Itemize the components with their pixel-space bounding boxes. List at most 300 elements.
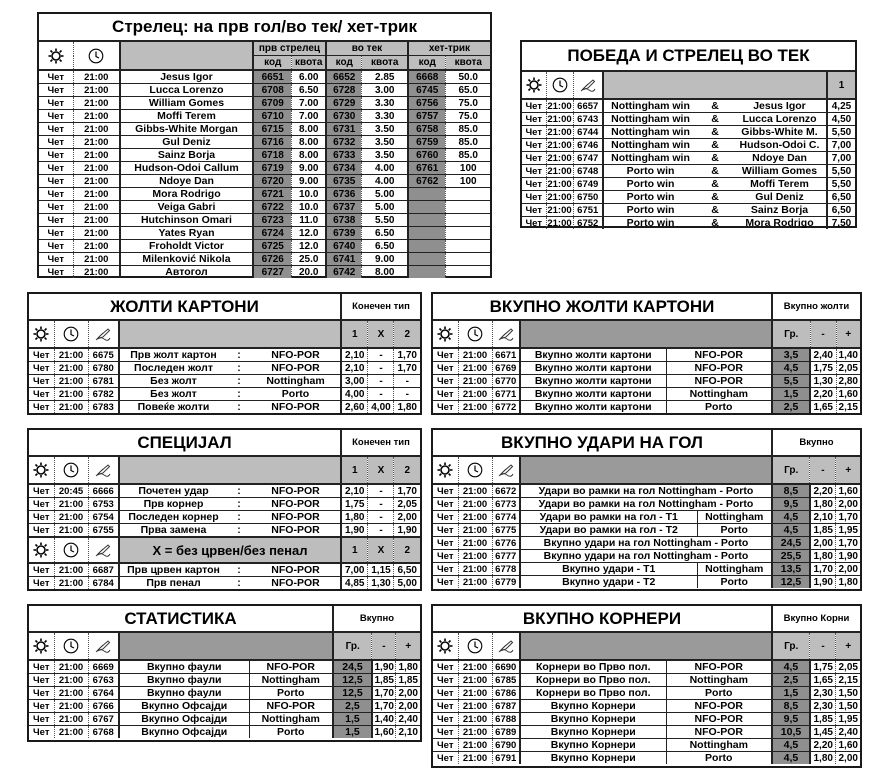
day-cell: Чет xyxy=(522,139,546,152)
table-row[interactable] xyxy=(29,375,420,388)
over-odd[interactable]: 1,70 xyxy=(836,537,860,550)
under-odd[interactable]: 2,20 xyxy=(810,484,836,498)
market-cell: Вкупно удари - Т2 xyxy=(520,576,697,589)
odd-cell[interactable]: 9.00 xyxy=(362,253,408,266)
over-odd[interactable]: 1,80 xyxy=(836,576,860,589)
odd-1[interactable]: 1,80 xyxy=(341,511,368,524)
under-odd[interactable]: 2,40 xyxy=(810,348,836,362)
odd-cell[interactable]: 6.50 xyxy=(362,227,408,240)
over-odd[interactable]: 1,60 xyxy=(836,484,860,498)
code-cell[interactable]: 6708 xyxy=(253,84,292,97)
over-odd[interactable]: 1,95 xyxy=(836,524,860,537)
table-row[interactable] xyxy=(39,123,490,136)
odd-cell[interactable]: 3.50 xyxy=(362,123,408,136)
odd-2[interactable]: 1,90 xyxy=(394,524,420,538)
table-row[interactable] xyxy=(39,253,490,266)
under-odd[interactable]: 1,85 xyxy=(372,674,396,687)
code-cell[interactable]: 6734 xyxy=(326,162,362,175)
code-cell[interactable]: 6739 xyxy=(326,227,362,240)
table-row[interactable] xyxy=(29,660,420,674)
odd-cell[interactable]: 7,50 xyxy=(827,217,855,230)
code-cell: 6755 xyxy=(88,524,119,538)
table-row[interactable] xyxy=(522,113,855,126)
odd-x[interactable]: 4,00 xyxy=(368,401,394,414)
table-row[interactable] xyxy=(522,139,855,152)
odd-cell[interactable]: 3.30 xyxy=(362,97,408,110)
over-odd[interactable]: 2,80 xyxy=(836,375,860,388)
odd-cell[interactable]: 5,50 xyxy=(827,178,855,191)
table-row[interactable] xyxy=(39,110,490,123)
market-cell: Последен корнер xyxy=(119,511,227,524)
odd-cell[interactable]: 3.50 xyxy=(362,149,408,162)
line-cell: 12,5 xyxy=(333,687,372,700)
table-row[interactable] xyxy=(433,550,860,563)
table-row[interactable] xyxy=(29,713,420,726)
odd-cell[interactable]: 5,50 xyxy=(827,165,855,178)
odd-cell[interactable]: 11.0 xyxy=(292,214,326,227)
odd-cell[interactable] xyxy=(446,227,490,240)
code-cell[interactable]: 6723 xyxy=(253,214,292,227)
odd-x[interactable]: - xyxy=(368,484,394,498)
over-odd[interactable]: 2,05 xyxy=(836,362,860,375)
table-row[interactable] xyxy=(433,752,860,765)
table-row[interactable] xyxy=(522,165,855,178)
table-row[interactable] xyxy=(433,362,860,375)
table-row[interactable] xyxy=(433,713,860,726)
under-odd[interactable]: 1,85 xyxy=(810,524,836,537)
code-cell[interactable]: 6652 xyxy=(326,70,362,84)
table-row[interactable] xyxy=(29,388,420,401)
day-cell: Чет xyxy=(433,726,458,739)
code-cell[interactable]: 6720 xyxy=(253,175,292,188)
odd-cell[interactable]: 4,50 xyxy=(827,113,855,126)
table-row[interactable] xyxy=(433,388,860,401)
table-row[interactable] xyxy=(39,70,490,84)
odd-x[interactable]: 1,15 xyxy=(368,563,394,577)
table-row[interactable] xyxy=(39,136,490,149)
scorer-table xyxy=(39,14,490,278)
code-cell[interactable]: 6738 xyxy=(326,214,362,227)
odd-cell[interactable]: 100 xyxy=(446,162,490,175)
over-odd[interactable]: 1,50 xyxy=(836,687,860,700)
under-odd[interactable]: 1,75 xyxy=(810,362,836,375)
odd-cell[interactable]: 85.0 xyxy=(446,149,490,162)
odd-cell[interactable]: 7,00 xyxy=(827,139,855,152)
odd-x[interactable]: 1,30 xyxy=(368,577,394,590)
odd-cell[interactable] xyxy=(446,201,490,214)
table-row[interactable] xyxy=(522,126,855,139)
table-row[interactable] xyxy=(29,674,420,687)
code-cell[interactable]: 6740 xyxy=(326,240,362,253)
player-cell: Gul Deniz xyxy=(733,191,827,204)
over-odd[interactable]: 1,50 xyxy=(836,700,860,713)
over-odd[interactable]: 2,15 xyxy=(836,674,860,687)
odd-cell[interactable]: 5.00 xyxy=(362,201,408,214)
odd-cell[interactable]: 7,00 xyxy=(827,152,855,165)
odd-cell[interactable] xyxy=(446,214,490,227)
table-row[interactable] xyxy=(29,700,420,713)
time-cell: 21:00 xyxy=(73,240,120,253)
odd-cell[interactable]: 75.0 xyxy=(446,110,490,123)
table-row[interactable] xyxy=(522,204,855,217)
line-cell: 4,5 xyxy=(772,752,810,765)
code-cell[interactable]: 6756 xyxy=(408,97,446,110)
odds-col-header: 1 xyxy=(341,320,368,348)
table-row[interactable] xyxy=(433,537,860,550)
over-odd[interactable]: 1,90 xyxy=(836,550,860,563)
code-cell[interactable]: 6722 xyxy=(253,201,292,214)
code-cell[interactable] xyxy=(408,253,446,266)
over-odd[interactable]: 1,60 xyxy=(836,739,860,752)
odd-cell[interactable]: 100 xyxy=(446,175,490,188)
odd-1[interactable]: 7,00 xyxy=(341,563,368,577)
code-cell[interactable]: 6737 xyxy=(326,201,362,214)
odds-col-header: - xyxy=(810,320,836,348)
code-cell[interactable] xyxy=(408,266,446,279)
odd-1[interactable]: 2,10 xyxy=(341,484,368,498)
code-cell[interactable]: 6762 xyxy=(408,175,446,188)
code-cell: 6791 xyxy=(492,752,520,765)
over-odd[interactable]: 1,95 xyxy=(836,713,860,726)
under-odd[interactable]: 1,30 xyxy=(810,375,836,388)
odd-2[interactable]: - xyxy=(394,388,420,401)
table-row[interactable] xyxy=(433,524,860,537)
odd-1[interactable]: 1,90 xyxy=(341,524,368,538)
odd-cell[interactable] xyxy=(446,266,490,279)
table-row[interactable] xyxy=(29,498,420,511)
odd-2[interactable]: 1,70 xyxy=(394,484,420,498)
over-odd[interactable]: 2,00 xyxy=(836,752,860,765)
code-cell[interactable]: 6742 xyxy=(326,266,362,279)
table-row[interactable] xyxy=(522,178,855,191)
code-cell[interactable]: 6727 xyxy=(253,266,292,279)
odd-cell[interactable]: 8.00 xyxy=(292,136,326,149)
table-row[interactable] xyxy=(29,362,420,375)
pen-icon xyxy=(492,320,520,348)
table-row[interactable] xyxy=(39,240,490,253)
odd-cell[interactable]: 20.0 xyxy=(292,266,326,279)
day-cell: Чет xyxy=(433,362,458,375)
code-cell: 6743 xyxy=(573,113,603,126)
code-cell[interactable]: 6760 xyxy=(408,149,446,162)
over-odd[interactable]: 2,40 xyxy=(396,713,420,726)
odd-cell[interactable]: 12.0 xyxy=(292,227,326,240)
code-cell[interactable]: 6668 xyxy=(408,70,446,84)
code-cell[interactable] xyxy=(408,201,446,214)
code-cell: 6763 xyxy=(88,674,119,687)
under-odd[interactable]: 1,80 xyxy=(810,498,836,511)
table-row[interactable] xyxy=(29,563,420,577)
odd-2[interactable]: 2,05 xyxy=(394,498,420,511)
under-odd[interactable]: 1,80 xyxy=(810,752,836,765)
odd-1[interactable]: 1,75 xyxy=(341,498,368,511)
odd-cell[interactable]: 10.0 xyxy=(292,201,326,214)
odd-x[interactable]: - xyxy=(368,388,394,401)
table-row[interactable] xyxy=(433,511,860,524)
under-odd[interactable]: 1,75 xyxy=(810,660,836,674)
under-odd[interactable]: 2,10 xyxy=(810,511,836,524)
table-row[interactable] xyxy=(29,401,420,414)
odd-1[interactable]: 2,10 xyxy=(341,362,368,375)
table-row[interactable] xyxy=(29,348,420,362)
odd-cell[interactable]: 6,50 xyxy=(827,204,855,217)
time-cell: 21:00 xyxy=(54,713,88,726)
odd-cell[interactable]: 4.00 xyxy=(362,162,408,175)
odd-cell[interactable]: 85.0 xyxy=(446,136,490,149)
under-odd[interactable]: 1,90 xyxy=(372,660,396,674)
under-odd[interactable]: 2,30 xyxy=(810,687,836,700)
over-odd[interactable]: 2,00 xyxy=(396,687,420,700)
code-cell[interactable]: 6726 xyxy=(253,253,292,266)
table-row[interactable] xyxy=(433,660,860,674)
table-row[interactable] xyxy=(39,149,490,162)
under-odd[interactable]: 1,70 xyxy=(810,563,836,576)
odd-1[interactable]: 4,00 xyxy=(341,388,368,401)
code-cell[interactable]: 6741 xyxy=(326,253,362,266)
day-cell: Чет xyxy=(433,687,458,700)
day-cell: Чет xyxy=(39,240,73,253)
scorer-panel xyxy=(37,12,492,278)
odd-cell[interactable]: 6.00 xyxy=(292,70,326,84)
table-row[interactable] xyxy=(433,576,860,589)
odd-2[interactable]: 5,00 xyxy=(394,577,420,590)
table-row[interactable] xyxy=(29,687,420,700)
over-odd[interactable]: 2,00 xyxy=(836,498,860,511)
table-row[interactable] xyxy=(39,214,490,227)
over-odd[interactable]: 2,15 xyxy=(836,401,860,414)
code-cell[interactable]: 6729 xyxy=(326,97,362,110)
market-cell: Вкупно Корнери xyxy=(520,752,666,765)
odd-cell[interactable]: 25.0 xyxy=(292,253,326,266)
odd-cell[interactable] xyxy=(446,253,490,266)
team-cell: NFO-POR xyxy=(251,524,341,538)
table-row[interactable] xyxy=(433,401,860,414)
table-row[interactable] xyxy=(433,739,860,752)
table-row[interactable] xyxy=(39,175,490,188)
odd-cell[interactable]: 12.0 xyxy=(292,240,326,253)
odd-cell[interactable]: 8.00 xyxy=(362,266,408,279)
under-odd[interactable]: 2,30 xyxy=(810,700,836,713)
table-row[interactable] xyxy=(522,99,855,113)
over-odd[interactable]: 1,70 xyxy=(836,511,860,524)
odd-x[interactable]: - xyxy=(368,375,394,388)
under-odd[interactable]: 1,40 xyxy=(372,713,396,726)
odd-cell[interactable]: 7.00 xyxy=(292,97,326,110)
table-row[interactable] xyxy=(433,700,860,713)
table-row[interactable] xyxy=(29,511,420,524)
code-cell[interactable]: 6758 xyxy=(408,123,446,136)
odd-cell[interactable]: 85.0 xyxy=(446,123,490,136)
code-cell[interactable]: 6735 xyxy=(326,175,362,188)
odd-2[interactable]: 1,80 xyxy=(394,401,420,414)
code-cell[interactable]: 6733 xyxy=(326,149,362,162)
market-header: X = без црвен/без пенал xyxy=(119,537,341,563)
over-odd[interactable]: 1,60 xyxy=(836,388,860,401)
code-cell[interactable]: 6759 xyxy=(408,136,446,149)
under-odd[interactable]: 2,20 xyxy=(810,739,836,752)
player-name: Mora Rodrigo xyxy=(120,188,253,201)
code-cell[interactable]: 6651 xyxy=(253,70,292,84)
odd-cell[interactable]: 7.00 xyxy=(292,110,326,123)
odd-cell[interactable]: 10.0 xyxy=(292,188,326,201)
odd-header: квота xyxy=(446,56,490,71)
market-cell: Прва замена xyxy=(119,524,227,538)
odd-cell[interactable]: 9.00 xyxy=(292,175,326,188)
under-odd[interactable]: 1,65 xyxy=(810,401,836,414)
code-cell[interactable]: 6736 xyxy=(326,188,362,201)
odd-cell[interactable]: 5.00 xyxy=(362,188,408,201)
odd-1[interactable]: 2,60 xyxy=(341,401,368,414)
odd-cell[interactable]: 4,25 xyxy=(827,99,855,113)
odd-x[interactable]: - xyxy=(368,511,394,524)
table-row[interactable] xyxy=(39,97,490,110)
odd-cell[interactable]: 6.50 xyxy=(362,240,408,253)
under-odd[interactable]: 2,00 xyxy=(810,537,836,550)
code-cell[interactable]: 6719 xyxy=(253,162,292,175)
odd-1[interactable]: 2,10 xyxy=(341,348,368,362)
code-cell: 6782 xyxy=(88,388,119,401)
table-row[interactable] xyxy=(29,726,420,739)
separator: : xyxy=(227,577,251,590)
code-cell[interactable]: 6728 xyxy=(326,84,362,97)
code-cell[interactable]: 6731 xyxy=(326,123,362,136)
over-odd[interactable]: 1,80 xyxy=(396,660,420,674)
odd-cell[interactable]: 9.00 xyxy=(292,162,326,175)
odd-x[interactable]: - xyxy=(368,498,394,511)
code-cell[interactable]: 6710 xyxy=(253,110,292,123)
over-odd[interactable]: 2,40 xyxy=(836,726,860,739)
team-cell: NFO-POR xyxy=(666,700,772,713)
code-cell[interactable] xyxy=(408,188,446,201)
code-cell[interactable]: 6732 xyxy=(326,136,362,149)
table-row[interactable] xyxy=(39,84,490,97)
sun-icon xyxy=(39,41,73,70)
odd-2[interactable]: - xyxy=(394,375,420,388)
under-odd[interactable]: 1,90 xyxy=(810,576,836,589)
under-odd[interactable]: 1,65 xyxy=(810,674,836,687)
over-odd[interactable]: 2,00 xyxy=(396,700,420,713)
odd-cell[interactable]: 2.85 xyxy=(362,70,408,84)
code-cell[interactable]: 6709 xyxy=(253,97,292,110)
odd-2[interactable]: 1,70 xyxy=(394,362,420,375)
table-row[interactable] xyxy=(433,484,860,498)
table-row[interactable] xyxy=(433,375,860,388)
odd-2[interactable]: 2,00 xyxy=(394,511,420,524)
code-cell[interactable]: 6757 xyxy=(408,110,446,123)
code-cell[interactable]: 6730 xyxy=(326,110,362,123)
team-cell: NFO-POR xyxy=(249,700,333,713)
table-row[interactable] xyxy=(522,217,855,230)
time-cell: 21:00 xyxy=(547,217,572,229)
table-row[interactable] xyxy=(39,162,490,175)
odd-x[interactable]: - xyxy=(368,524,394,538)
odd-1[interactable]: 3,00 xyxy=(341,375,368,388)
over-odd[interactable]: 2,00 xyxy=(836,563,860,576)
code-cell[interactable] xyxy=(408,227,446,240)
under-odd[interactable]: 1,45 xyxy=(810,726,836,739)
odd-cell[interactable]: 75.0 xyxy=(446,97,490,110)
table-row[interactable] xyxy=(433,687,860,700)
table-row[interactable] xyxy=(39,266,490,279)
pen-icon xyxy=(573,71,603,99)
odd-1[interactable]: 4,85 xyxy=(341,577,368,590)
odd-cell[interactable]: 3.30 xyxy=(362,110,408,123)
table-row[interactable] xyxy=(39,227,490,240)
code-cell[interactable] xyxy=(408,240,446,253)
under-odd[interactable]: 1,60 xyxy=(372,726,396,739)
table-row[interactable] xyxy=(433,348,860,362)
table-row[interactable] xyxy=(433,563,860,576)
code-cell[interactable]: 6718 xyxy=(253,149,292,162)
under-odd[interactable]: 1,85 xyxy=(810,713,836,726)
code-cell[interactable]: 6715 xyxy=(253,123,292,136)
line-cell: 1,5 xyxy=(772,388,810,401)
code-cell[interactable]: 6721 xyxy=(253,188,292,201)
odd-cell[interactable]: 5,50 xyxy=(827,126,855,139)
table-row[interactable] xyxy=(433,498,860,511)
under-odd[interactable]: 1,70 xyxy=(372,687,396,700)
table-row[interactable] xyxy=(29,524,420,538)
team-cell: Porto xyxy=(249,726,333,739)
team-cell: Nottingham win xyxy=(603,152,697,165)
odd-cell[interactable]: 50.0 xyxy=(446,70,490,84)
player-cell: Lucca Lorenzo xyxy=(733,113,827,126)
odd-cell[interactable]: 8.00 xyxy=(292,123,326,136)
table-row[interactable] xyxy=(29,484,420,498)
odd-x[interactable]: - xyxy=(368,348,394,362)
odd-cell[interactable]: 8.00 xyxy=(292,149,326,162)
code-cell[interactable]: 6745 xyxy=(408,84,446,97)
table-row[interactable] xyxy=(522,152,855,165)
table-row[interactable] xyxy=(522,191,855,204)
code-cell[interactable]: 6724 xyxy=(253,227,292,240)
under-odd[interactable]: 2,20 xyxy=(810,388,836,401)
odd-cell[interactable] xyxy=(446,240,490,253)
odd-cell[interactable]: 4.00 xyxy=(362,175,408,188)
odd-cell[interactable]: 3.00 xyxy=(362,84,408,97)
table-row[interactable] xyxy=(433,674,860,687)
odd-cell[interactable]: 3.50 xyxy=(362,136,408,149)
over-odd[interactable]: 1,40 xyxy=(836,348,860,362)
odd-x[interactable]: - xyxy=(368,362,394,375)
odd-cell[interactable] xyxy=(446,188,490,201)
table-row[interactable] xyxy=(39,188,490,201)
market-cell: Вкупно жолти картони xyxy=(520,388,666,401)
odd-2[interactable]: 1,70 xyxy=(394,348,420,362)
odd-cell[interactable]: 6.50 xyxy=(292,84,326,97)
code-cell[interactable]: 6761 xyxy=(408,162,446,175)
odd-cell[interactable]: 5.50 xyxy=(362,214,408,227)
table-row[interactable] xyxy=(39,201,490,214)
code-cell[interactable]: 6725 xyxy=(253,240,292,253)
odd-2[interactable]: 6,50 xyxy=(394,563,420,577)
code-cell[interactable]: 6716 xyxy=(253,136,292,149)
over-odd[interactable]: 2,10 xyxy=(396,726,420,739)
code-cell: 6669 xyxy=(88,660,119,674)
market-cell: Вкупно жолти картони xyxy=(520,348,666,362)
under-odd[interactable]: 1,80 xyxy=(810,550,836,563)
under-odd[interactable]: 1,70 xyxy=(372,700,396,713)
table-row[interactable] xyxy=(433,726,860,739)
code-cell[interactable] xyxy=(408,214,446,227)
odd-cell[interactable]: 65.0 xyxy=(446,84,490,97)
odd-cell[interactable]: 6,50 xyxy=(827,191,855,204)
over-odd[interactable]: 2,05 xyxy=(836,660,860,674)
table-row[interactable] xyxy=(29,577,420,590)
shots-title: ВКУПНО УДАРИ НА ГОЛ xyxy=(433,430,772,456)
over-odd[interactable]: 1,85 xyxy=(396,674,420,687)
market-cell: Прв пенал xyxy=(119,577,227,590)
